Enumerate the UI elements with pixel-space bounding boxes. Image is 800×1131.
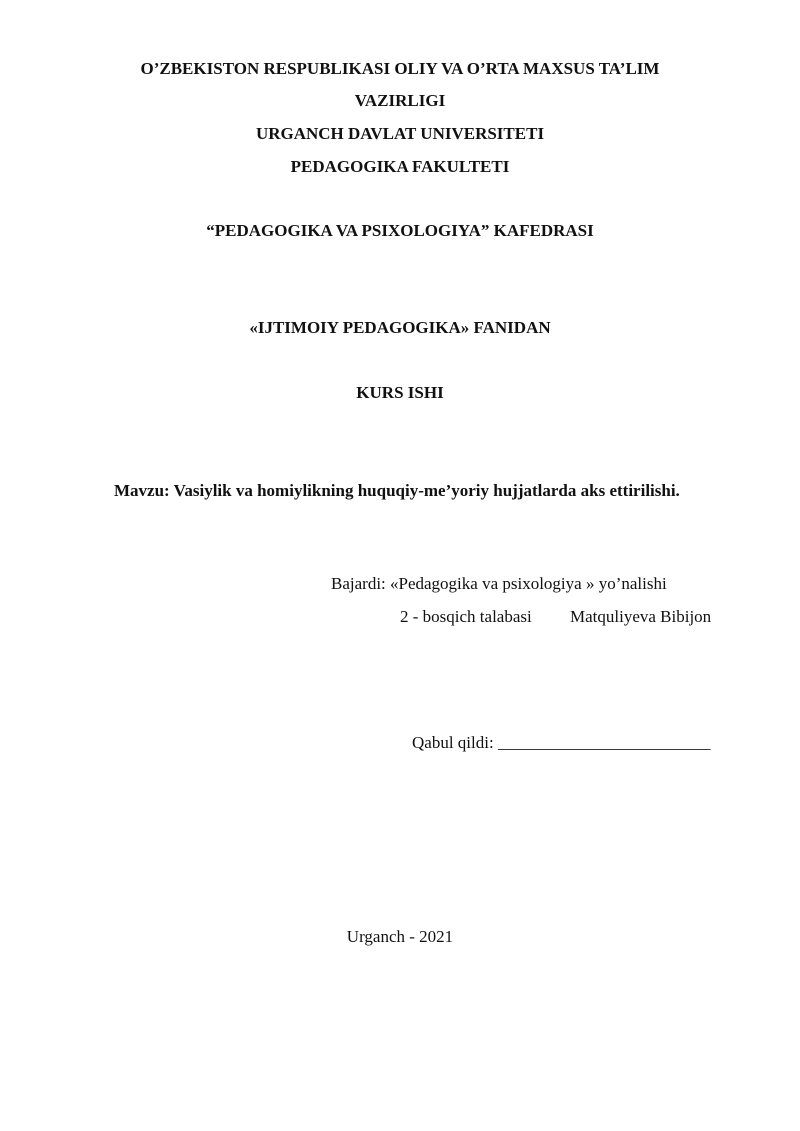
course-level: 2 - bosqich talabasi xyxy=(400,607,532,626)
topic-line: Mavzu: Vasiylik va homiylikning huquqiy-me’yoriy hujjatlarda aks ettirilishi. xyxy=(114,481,680,500)
faculty-name: PEDAGOGIKA FAKULTETI xyxy=(290,157,510,176)
ministry-line-2: VAZIRLIGI xyxy=(354,91,446,110)
university-name: URGANCH DAVLAT UNIVERSITETI xyxy=(255,124,545,143)
department-name: “PEDAGOGIKA VA PSIXOLOGIYA” KAFEDRASI xyxy=(206,221,594,240)
work-type-title: KURS ISHI xyxy=(356,383,444,402)
acceptance-line: Qabul qildi: _________________________ xyxy=(412,733,711,752)
course-subject: «IJTIMOIY PEDAGOGIKA» FANIDAN xyxy=(249,318,551,337)
place-year: Urganch - 2021 xyxy=(346,927,454,946)
ministry-line-1: O’ZBEKISTON RESPUBLIKASI OLIY VA O’RTA MAXSUS TA’LIM xyxy=(140,59,660,78)
author-line: Bajardi: «Pedagogika va psixologiya » yo’nalishi xyxy=(331,574,667,593)
student-name: Matquliyeva Bibijon xyxy=(570,607,712,626)
